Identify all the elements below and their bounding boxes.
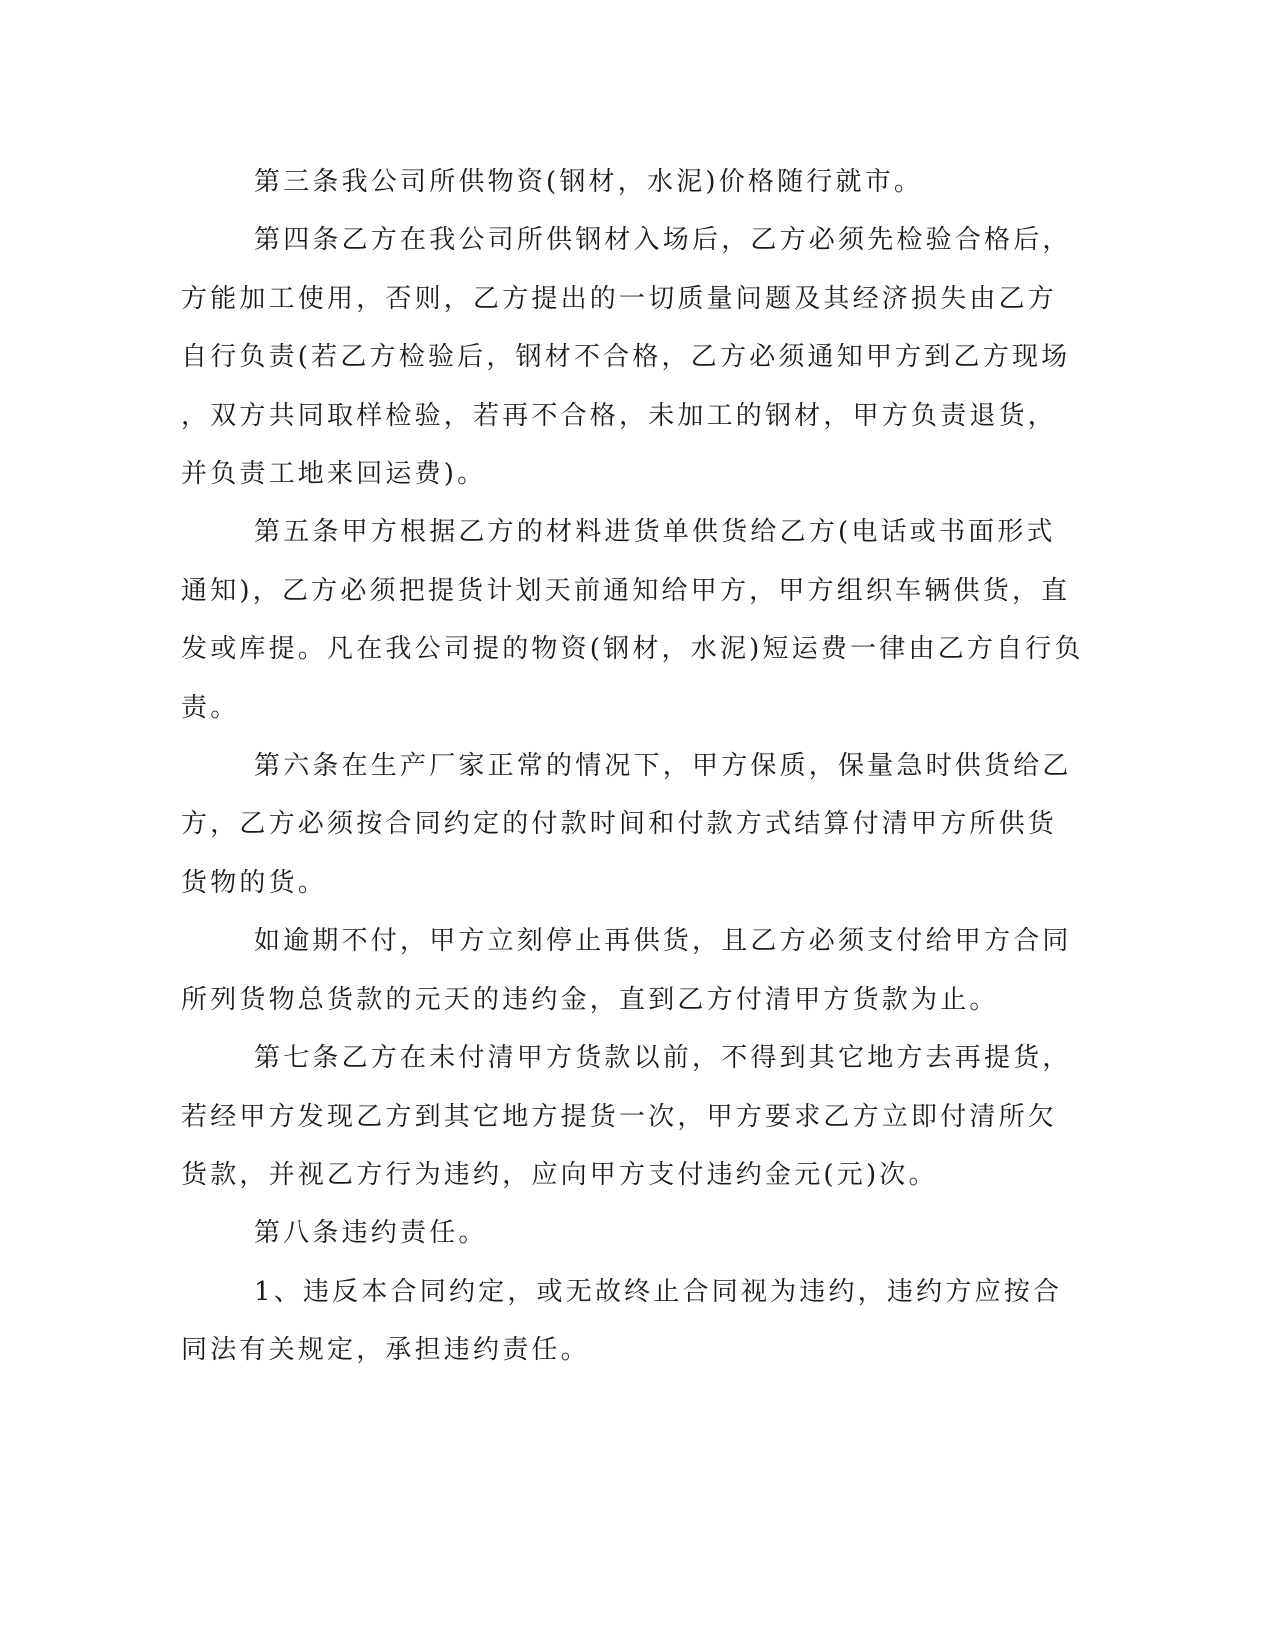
article-4-line-2: 方能加工使用，否则，乙方提出的一切质量问题及其经济损失由乙方 (181, 284, 1058, 314)
article-4-line-3: 自行负责(若乙方检验后，钢材不合格，乙方必须通知甲方到乙方现场 (181, 342, 1071, 372)
overdue-paragraph-line-2: 所列货物总货款的元天的违约金，直到乙方付清甲方货款为止。 (181, 985, 999, 1015)
article-7-line-2: 若经甲方发现乙方到其它地方提货一次，甲方要求乙方立即付清所欠 (181, 1102, 1058, 1132)
overdue-paragraph-line-1: 如逾期不付，甲方立刻停止再供货，且乙方必须支付给甲方合同 (254, 926, 1072, 956)
article-4-line-4: ，双方共同取样检验，若再不合格，未加工的钢材，甲方负责退货， (181, 401, 1058, 431)
clause-1-line-1: 1、违反本合同约定，或无故终止合同视为违约，违约方应按合 (254, 1277, 1063, 1307)
article-7-line-1: 第七条乙方在未付清甲方货款以前，不得到其它地方去再提货， (254, 1043, 1072, 1073)
article-5-line-1: 第五条甲方根据乙方的材料进货单供货给乙方(电话或书面形式 (254, 517, 1056, 547)
article-4-line-1: 第四条乙方在我公司所供钢材入场后，乙方必须先检验合格后， (254, 225, 1072, 255)
clause-1-line-2: 同法有关规定，承担违约责任。 (181, 1335, 590, 1365)
article-5-line-2: 通知)，乙方必须把提货计划天前通知给甲方，甲方组织车辆供货，直 (181, 576, 1071, 606)
article-5-line-4: 责。 (181, 693, 240, 723)
article-6-line-1: 第六条在生产厂家正常的情况下，甲方保质，保量急时供货给乙 (254, 751, 1072, 781)
article-6-line-2: 方，乙方必须按合同约定的付款时间和付款方式结算付清甲方所供货 (181, 809, 1058, 839)
article-6-line-3: 货物的货。 (181, 868, 328, 898)
article-3-line-1: 第三条我公司所供物资(钢材，水泥)价格随行就市。 (254, 167, 924, 197)
article-8-heading: 第八条违约责任。 (254, 1218, 488, 1248)
article-4-line-5: 并负责工地来回运费)。 (181, 459, 487, 489)
article-5-line-3: 发或库提。凡在我公司提的物资(钢材，水泥)短运费一律由乙方自行负 (181, 634, 1084, 664)
article-7-line-3: 货款，并视乙方行为违约，应向甲方支付违约金元(元)次。 (181, 1160, 938, 1190)
